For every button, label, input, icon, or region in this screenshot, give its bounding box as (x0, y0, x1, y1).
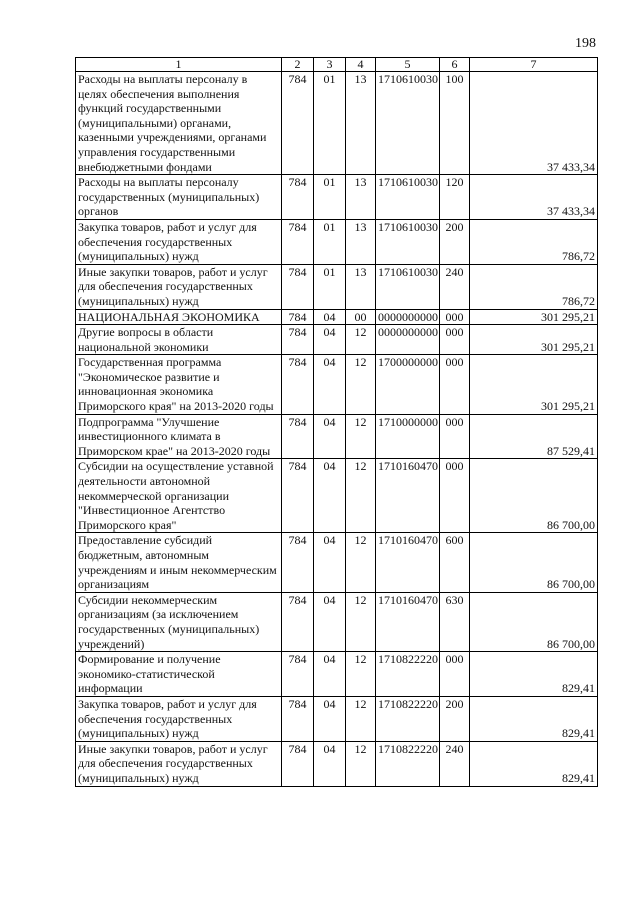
table-row (76, 696, 598, 741)
column-header: 6 (440, 58, 470, 72)
target-article-code: 1710822220 (376, 741, 440, 786)
ministry-code: 784 (282, 219, 314, 264)
ministry-code: 784 (282, 72, 314, 175)
expense-type-code: 000 (440, 325, 470, 355)
section-code: 04 (314, 325, 346, 355)
budget-item-name: Предоставление субсидий бюджетным, автономным учреждениям и иным некоммерческим организациям (76, 533, 282, 592)
section-code: 04 (314, 459, 346, 533)
section-code: 04 (314, 309, 346, 325)
column-header: 5 (376, 58, 440, 72)
target-article-code: 1710160470 (376, 592, 440, 651)
amount-value: 86 700,00 (470, 459, 598, 533)
subsection-code: 13 (346, 175, 376, 220)
budget-table-body (76, 58, 598, 787)
amount-value: 86 700,00 (470, 533, 598, 592)
ministry-code: 784 (282, 696, 314, 741)
amount-value: 87 529,41 (470, 414, 598, 459)
amount-value: 301 295,21 (470, 309, 598, 325)
table-row (76, 592, 598, 651)
subsection-code: 13 (346, 219, 376, 264)
target-article-code: 1710822220 (376, 652, 440, 697)
subsection-code: 12 (346, 414, 376, 459)
expense-type-code: 120 (440, 175, 470, 220)
target-article-code: 1710610030 (376, 175, 440, 220)
amount-value: 301 295,21 (470, 355, 598, 414)
amount-value: 829,41 (470, 652, 598, 697)
expense-type-code: 000 (440, 459, 470, 533)
expense-type-code: 630 (440, 592, 470, 651)
target-article-code: 1710160470 (376, 459, 440, 533)
target-article-code: 0000000000 (376, 309, 440, 325)
column-number-row (76, 58, 598, 72)
budget-item-name: Формирование и получение экономико-статистической информации (76, 652, 282, 697)
budget-item-name: Расходы на выплаты персоналу государственных (муниципальных) органов (76, 175, 282, 220)
expense-type-code: 000 (440, 355, 470, 414)
subsection-code: 12 (346, 325, 376, 355)
budget-item-name: Государственная программа "Экономическое развитие и инновационная экономика Приморского края" на 2013-2020 годы (76, 355, 282, 414)
section-code: 04 (314, 414, 346, 459)
budget-item-name: Закупка товаров, работ и услуг для обеспечения государственных (муниципальных) нужд (76, 219, 282, 264)
budget-item-name: Другие вопросы в области национальной экономики (76, 325, 282, 355)
target-article-code: 1710160470 (376, 533, 440, 592)
budget-item-name: Расходы на выплаты персоналу в целях обеспечения выполнения функций государственными (муниципальными) органами, казенными учреждениями, органами управления государственными внебюджетными фондами (76, 72, 282, 175)
amount-value: 37 433,34 (470, 72, 598, 175)
subsection-code: 12 (346, 741, 376, 786)
section-code: 04 (314, 533, 346, 592)
column-header: 2 (282, 58, 314, 72)
amount-value: 829,41 (470, 696, 598, 741)
table-row (76, 652, 598, 697)
budget-item-name: Субсидии на осуществление уставной деятельности автономной некоммерческой организации "Инвестиционное Агентство Приморского края" (76, 459, 282, 533)
expense-type-code: 200 (440, 696, 470, 741)
target-article-code: 1700000000 (376, 355, 440, 414)
ministry-code: 784 (282, 309, 314, 325)
section-code: 01 (314, 219, 346, 264)
ministry-code: 784 (282, 741, 314, 786)
table-row (76, 325, 598, 355)
table-row (76, 533, 598, 592)
column-header: 7 (470, 58, 598, 72)
ministry-code: 784 (282, 652, 314, 697)
amount-value: 37 433,34 (470, 175, 598, 220)
section-code: 04 (314, 592, 346, 651)
target-article-code: 1710822220 (376, 696, 440, 741)
target-article-code: 1710610030 (376, 219, 440, 264)
expense-type-code: 000 (440, 414, 470, 459)
amount-value: 86 700,00 (470, 592, 598, 651)
section-code: 04 (314, 652, 346, 697)
section-code: 01 (314, 72, 346, 175)
ministry-code: 784 (282, 459, 314, 533)
budget-item-name: Иные закупки товаров, работ и услуг для обеспечения государственных (муниципальных) нужд (76, 264, 282, 309)
table-row (76, 741, 598, 786)
section-code: 01 (314, 175, 346, 220)
section-code: 04 (314, 741, 346, 786)
table-row (76, 414, 598, 459)
budget-item-name: НАЦИОНАЛЬНАЯ ЭКОНОМИКА (76, 309, 282, 325)
expense-type-code: 240 (440, 741, 470, 786)
target-article-code: 0000000000 (376, 325, 440, 355)
ministry-code: 784 (282, 355, 314, 414)
ministry-code: 784 (282, 175, 314, 220)
amount-value: 301 295,21 (470, 325, 598, 355)
expense-type-code: 000 (440, 652, 470, 697)
subsection-code: 13 (346, 72, 376, 175)
budget-item-name: Закупка товаров, работ и услуг для обеспечения государственных (муниципальных) нужд (76, 696, 282, 741)
target-article-code: 1710610030 (376, 264, 440, 309)
amount-value: 786,72 (470, 264, 598, 309)
amount-value: 786,72 (470, 219, 598, 264)
section-code: 04 (314, 355, 346, 414)
expense-type-code: 000 (440, 309, 470, 325)
budget-item-name: Подпрограмма "Улучшение инвестиционного климата в Приморском крае" на 2013-2020 годы (76, 414, 282, 459)
expense-type-code: 200 (440, 219, 470, 264)
subsection-code: 12 (346, 459, 376, 533)
column-header: 4 (346, 58, 376, 72)
subsection-code: 00 (346, 309, 376, 325)
section-code: 04 (314, 696, 346, 741)
budget-item-name: Иные закупки товаров, работ и услуг для обеспечения государственных (муниципальных) нужд (76, 741, 282, 786)
table-row (76, 459, 598, 533)
page-number: 198 (575, 36, 596, 51)
expense-type-code: 100 (440, 72, 470, 175)
target-article-code: 1710000000 (376, 414, 440, 459)
expense-type-code: 600 (440, 533, 470, 592)
expense-type-code: 240 (440, 264, 470, 309)
subsection-code: 12 (346, 533, 376, 592)
subsection-code: 12 (346, 355, 376, 414)
amount-value: 829,41 (470, 741, 598, 786)
ministry-code: 784 (282, 414, 314, 459)
table-row (76, 264, 598, 309)
subsection-code: 12 (346, 592, 376, 651)
table-row (76, 309, 598, 325)
column-header: 3 (314, 58, 346, 72)
table-row (76, 355, 598, 414)
table-row (76, 219, 598, 264)
subsection-code: 12 (346, 652, 376, 697)
ministry-code: 784 (282, 533, 314, 592)
ministry-code: 784 (282, 264, 314, 309)
subsection-code: 12 (346, 696, 376, 741)
column-header: 1 (76, 58, 282, 72)
ministry-code: 784 (282, 325, 314, 355)
section-code: 01 (314, 264, 346, 309)
ministry-code: 784 (282, 592, 314, 651)
table-row (76, 72, 598, 175)
budget-item-name: Субсидии некоммерческим организациям (за исключением государственных (муниципальных) учреждений) (76, 592, 282, 651)
target-article-code: 1710610030 (376, 72, 440, 175)
budget-table (75, 57, 598, 787)
table-row (76, 175, 598, 220)
subsection-code: 13 (346, 264, 376, 309)
